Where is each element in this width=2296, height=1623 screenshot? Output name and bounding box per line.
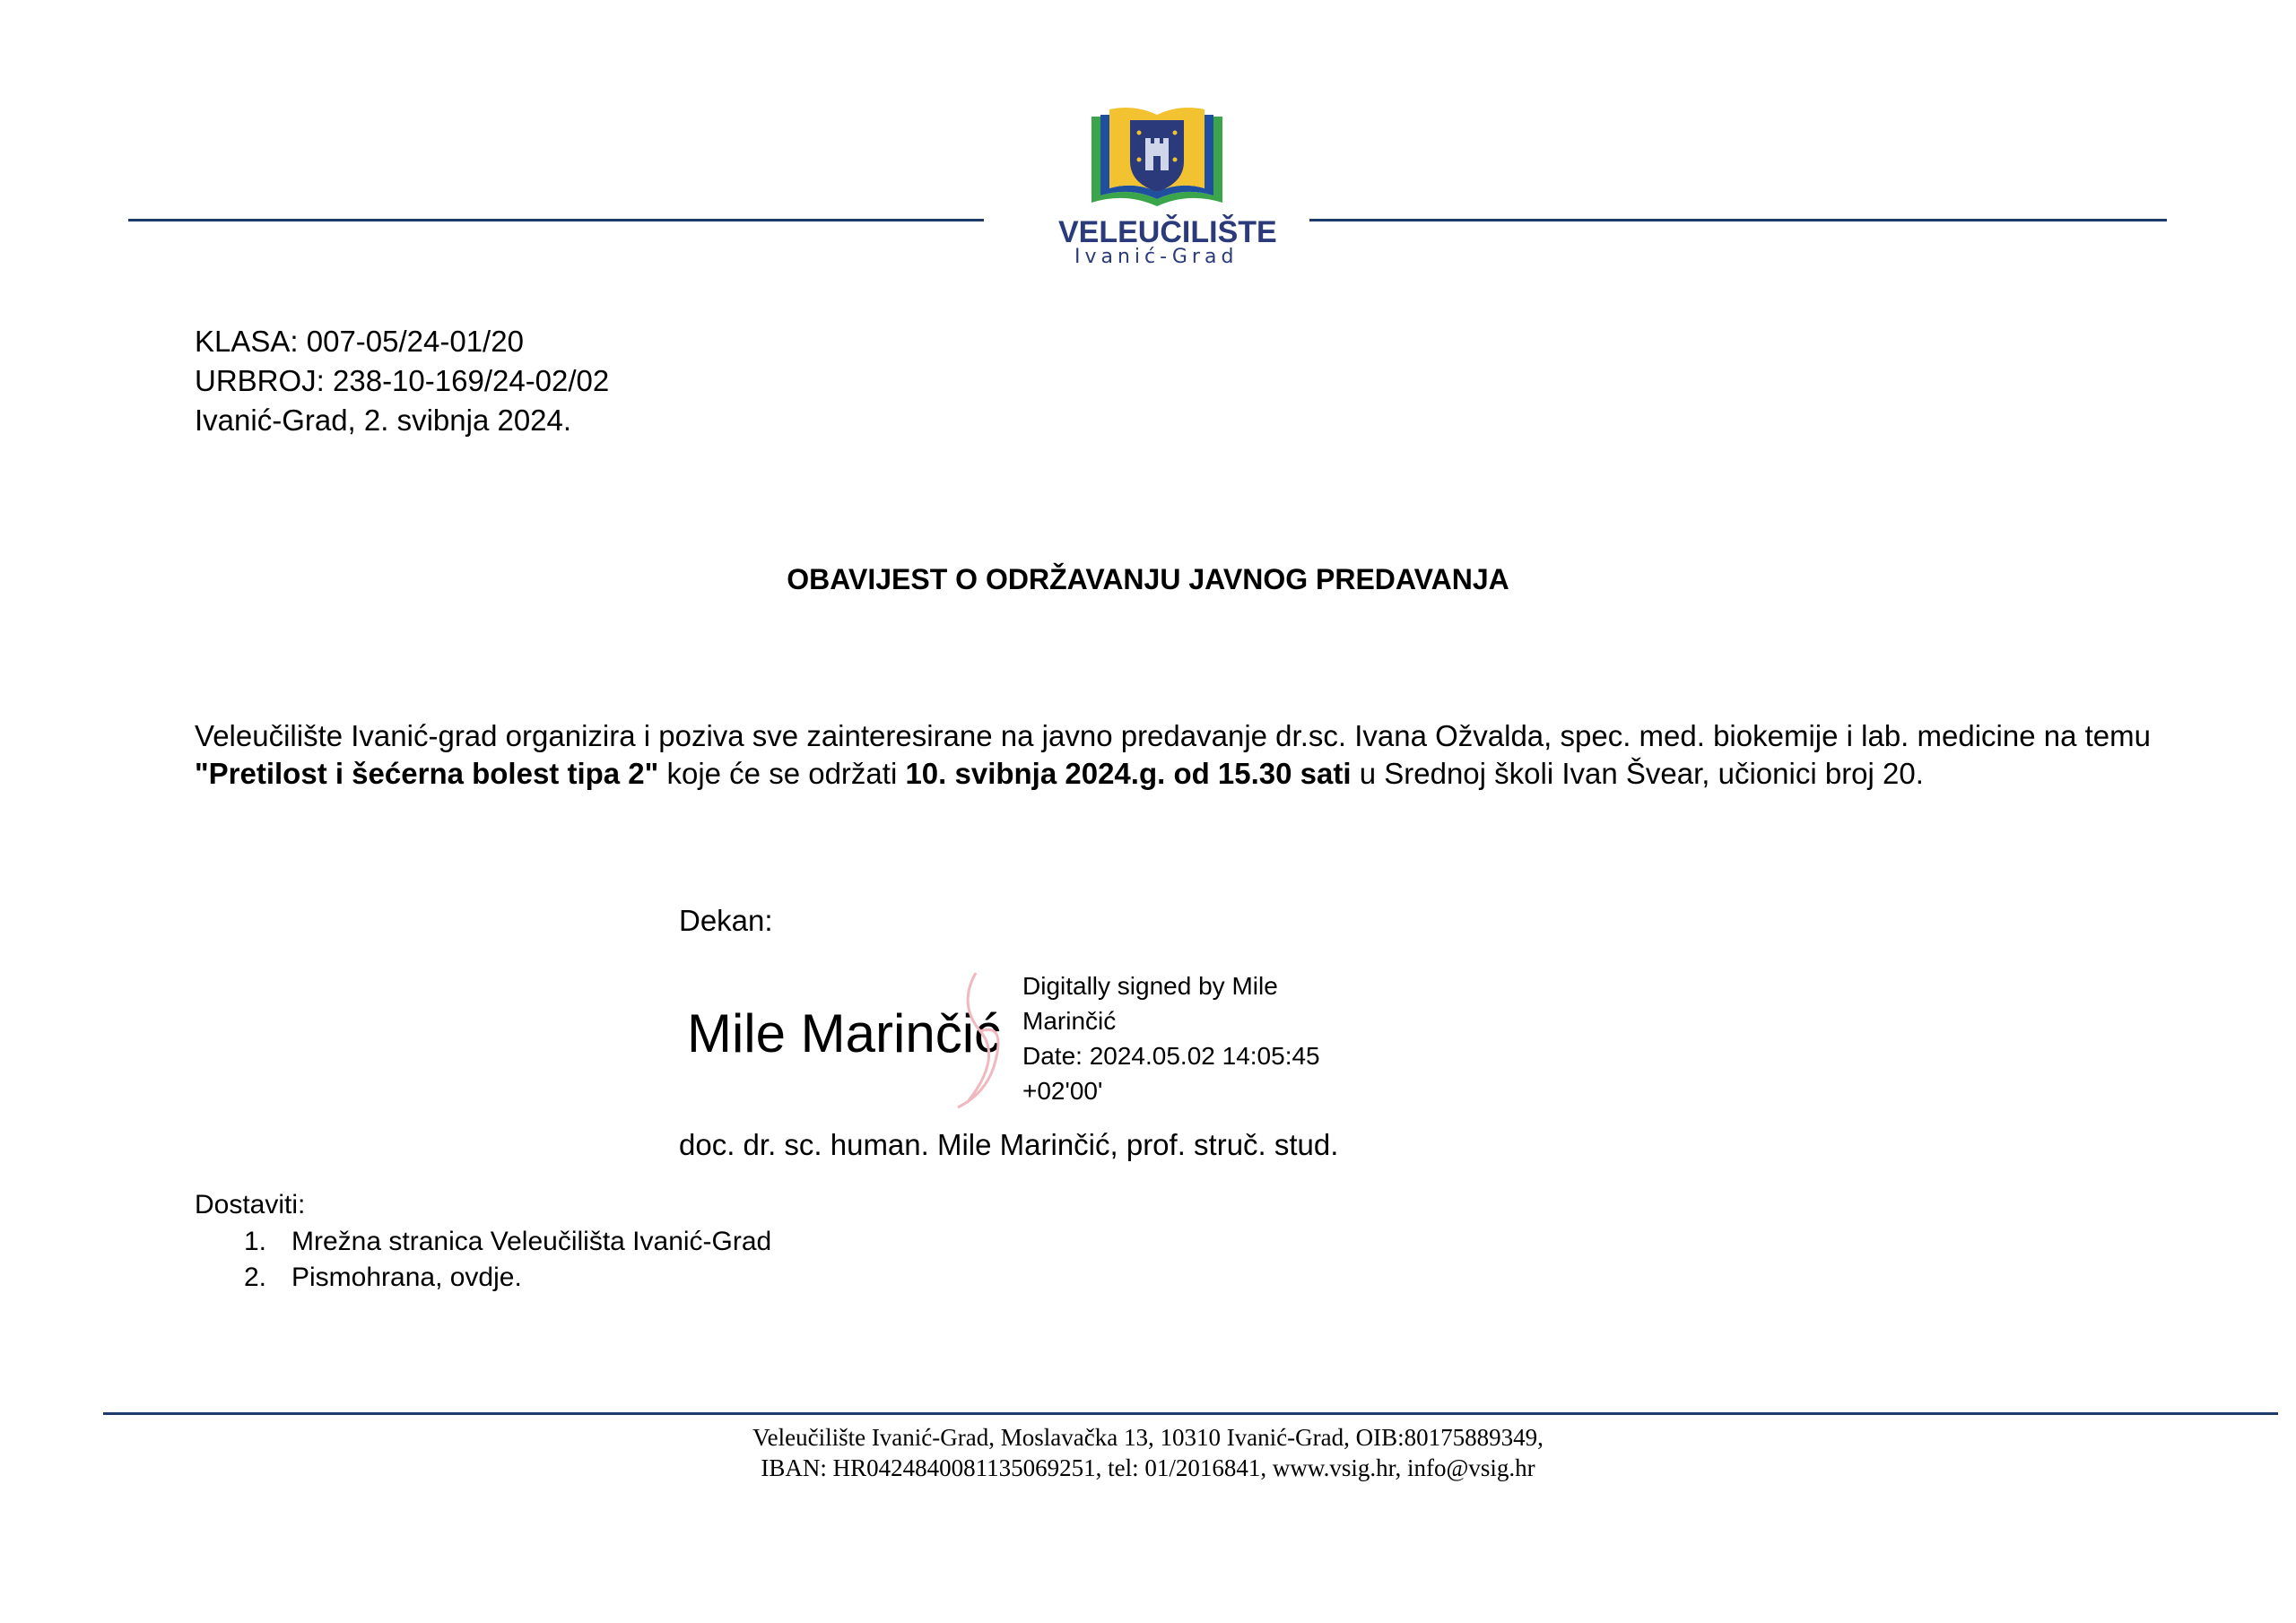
signatory-name: doc. dr. sc. human. Mile Marinčić, prof. struč. stud.	[679, 1128, 1339, 1161]
logo-city: Ivanić-Grad	[1074, 246, 1239, 268]
announcement-body	[195, 717, 2186, 793]
footer-contact: IBAN: HR0424840081135069251, tel: 01/2016841, www.vsig.hr, info@vsig.hr	[761, 1454, 1535, 1481]
digital-signature-offset: +02'00'	[1022, 1077, 1103, 1105]
footer-rule	[103, 1412, 2278, 1415]
body-text-part: u Srednoj školi Ivan Švear, učionici broj 20.	[1351, 757, 1924, 790]
document-title: OBAVIJEST O ODRŽAVANJU JAVNOG PREDAVANJA	[787, 563, 1509, 595]
logo-name: VELEUČILIŠTE	[1058, 215, 1277, 249]
lecture-topic: "Pretilost i šećerna bolest tipa 2"	[195, 757, 659, 790]
list-item-text: Mrežna stranica Veleučilišta Ivanić-Grad	[291, 1227, 772, 1256]
signed-name: Mile Marinčić	[687, 1003, 1002, 1063]
institution-logo	[1058, 97, 1277, 276]
dean-label: Dekan:	[679, 904, 773, 937]
digital-signature-line: Marinčić	[1022, 1007, 1117, 1035]
book-crest-icon	[1090, 106, 1224, 213]
klasa-reference: KLASA: 007-05/24-01/20	[195, 325, 524, 358]
place-and-date: Ivanić-Grad, 2. svibnja 2024.	[195, 404, 572, 437]
header-rule-left	[128, 219, 984, 221]
list-item-text: Pismohrana, ovdje.	[291, 1263, 522, 1292]
list-item-number: 1.	[244, 1227, 267, 1256]
delivery-label: Dostaviti:	[195, 1190, 306, 1219]
digital-signature-mark-icon	[940, 968, 1021, 1112]
body-text-part: koje će se održati	[658, 757, 906, 790]
list-item-number: 2.	[244, 1263, 267, 1292]
digital-signature-date: Date: 2024.05.02 14:05:45	[1022, 1042, 1320, 1070]
header-rule-right	[1309, 219, 2167, 221]
digital-signature-info	[1022, 968, 1345, 1108]
body-text-part: Veleučilište Ivanić-grad organizira i poziva sve zainteresirane na javno predavanje dr.sc. Ivana Ožvalda, spec. med. biokemije i lab. medicine na temu	[195, 719, 2151, 752]
footer-address: Veleučilište Ivanić-Grad, Moslavačka 13, 10310 Ivanić-Grad, OIB:80175889349,	[752, 1424, 1544, 1451]
urbroj-reference: URBROJ: 238-10-169/24-02/02	[195, 364, 610, 397]
digital-signature-line: Digitally signed by Mile	[1022, 972, 1278, 1000]
lecture-date-time: 10. svibnja 2024.g. od 15.30 sati	[905, 757, 1352, 790]
